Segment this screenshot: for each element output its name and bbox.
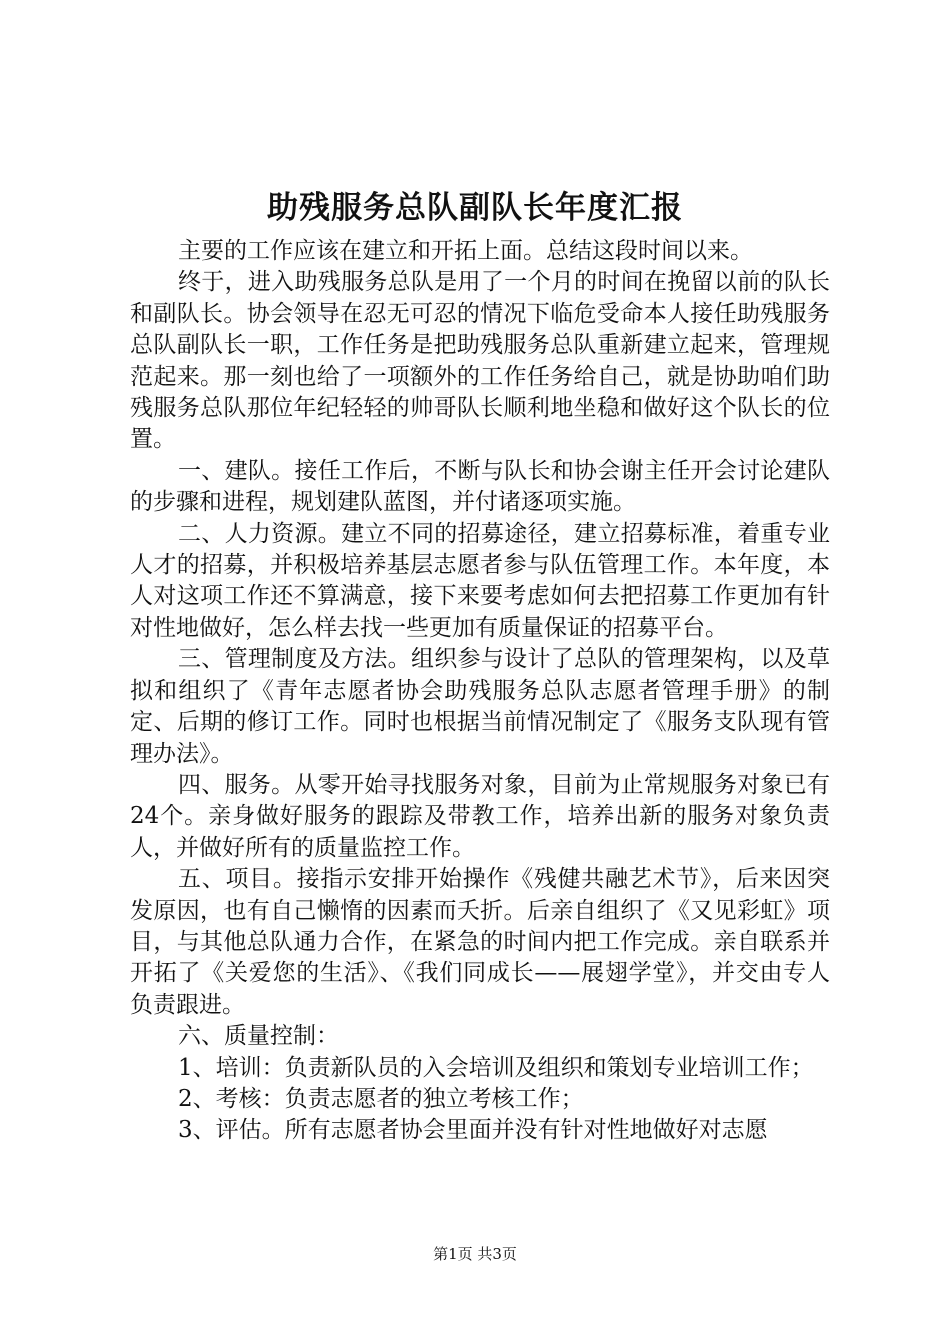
paragraph: 四、服务。从零开始寻找服务对象，目前为止常规服务对象已有24个。亲身做好服务的跟踪及带教工作，培养出新的服务对象负责人，并做好所有的质量监控工作。	[130, 771, 830, 861]
page-title: 助残服务总队副队长年度汇报	[267, 190, 683, 226]
document-body	[130, 236, 830, 1147]
paragraph: 主要的工作应该在建立和开拓上面。总结这段时间以来。	[178, 238, 753, 264]
page-number-footer: 第1页 共3页	[433, 1245, 517, 1263]
paragraph: 3、评估。所有志愿者协会里面并没有针对性地做好对志愿	[178, 1117, 768, 1144]
paragraph: 终于，进入助残服务总队是用了一个月的时间在挽留以前的队长和副队长。协会领导在忍无可忍的情况下临危受命本人接任助残服务总队副队长一职，工作任务是把助残服务总队重新建立起来，管理规范起来。那一刻也给了一项额外的工作任务给自己，就是协助咱们助残服务总队那位年纪轻轻的帅哥队长顺利地坐稳和做好这个队长的位置。	[130, 269, 830, 453]
paragraph: 五、项目。接指示安排开始操作《残健共融艺术节》，后来因突发原因，也有自己懒惰的因素而夭折。后亲自组织了《又见彩虹》项目，与其他总队通力合作，在紧急的时间内把工作完成。亲自联系并开拓了《关爱您的生活》、《我们同成长——展翅学堂》，并交由专人负责跟进。	[130, 866, 830, 1018]
paragraph: 二、人力资源。建立不同的招募途径，建立招募标准，着重专业人才的招募，并积极培养基层志愿者参与队伍管理工作。本年度，本人对这项工作还不算满意，接下来要考虑如何去把招募工作更加有针对性地做好，怎么样去找一些更加有质量保证的招募平台。	[130, 520, 830, 641]
paragraph: 三、管理制度及方法。组织参与设计了总队的管理架构，以及草拟和组织了《青年志愿者协会助残服务总队志愿者管理手册》的制定、后期的修订工作。同时也根据当前情况制定了《服务支队现有管理办法》。	[130, 646, 830, 767]
paragraph: 1、培训：负责新队员的入会培训及组织和策划专业培训工作；	[178, 1054, 814, 1081]
paragraph: 六、质量控制：	[178, 1023, 339, 1050]
paragraph: 2、考核：负责志愿者的独立考核工作；	[178, 1085, 584, 1112]
paragraph: 一、建队。接任工作后，不断与队长和协会谢主任开会讨论建队的步骤和进程，规划建队蓝图，并付诸逐项实施。	[130, 457, 830, 516]
